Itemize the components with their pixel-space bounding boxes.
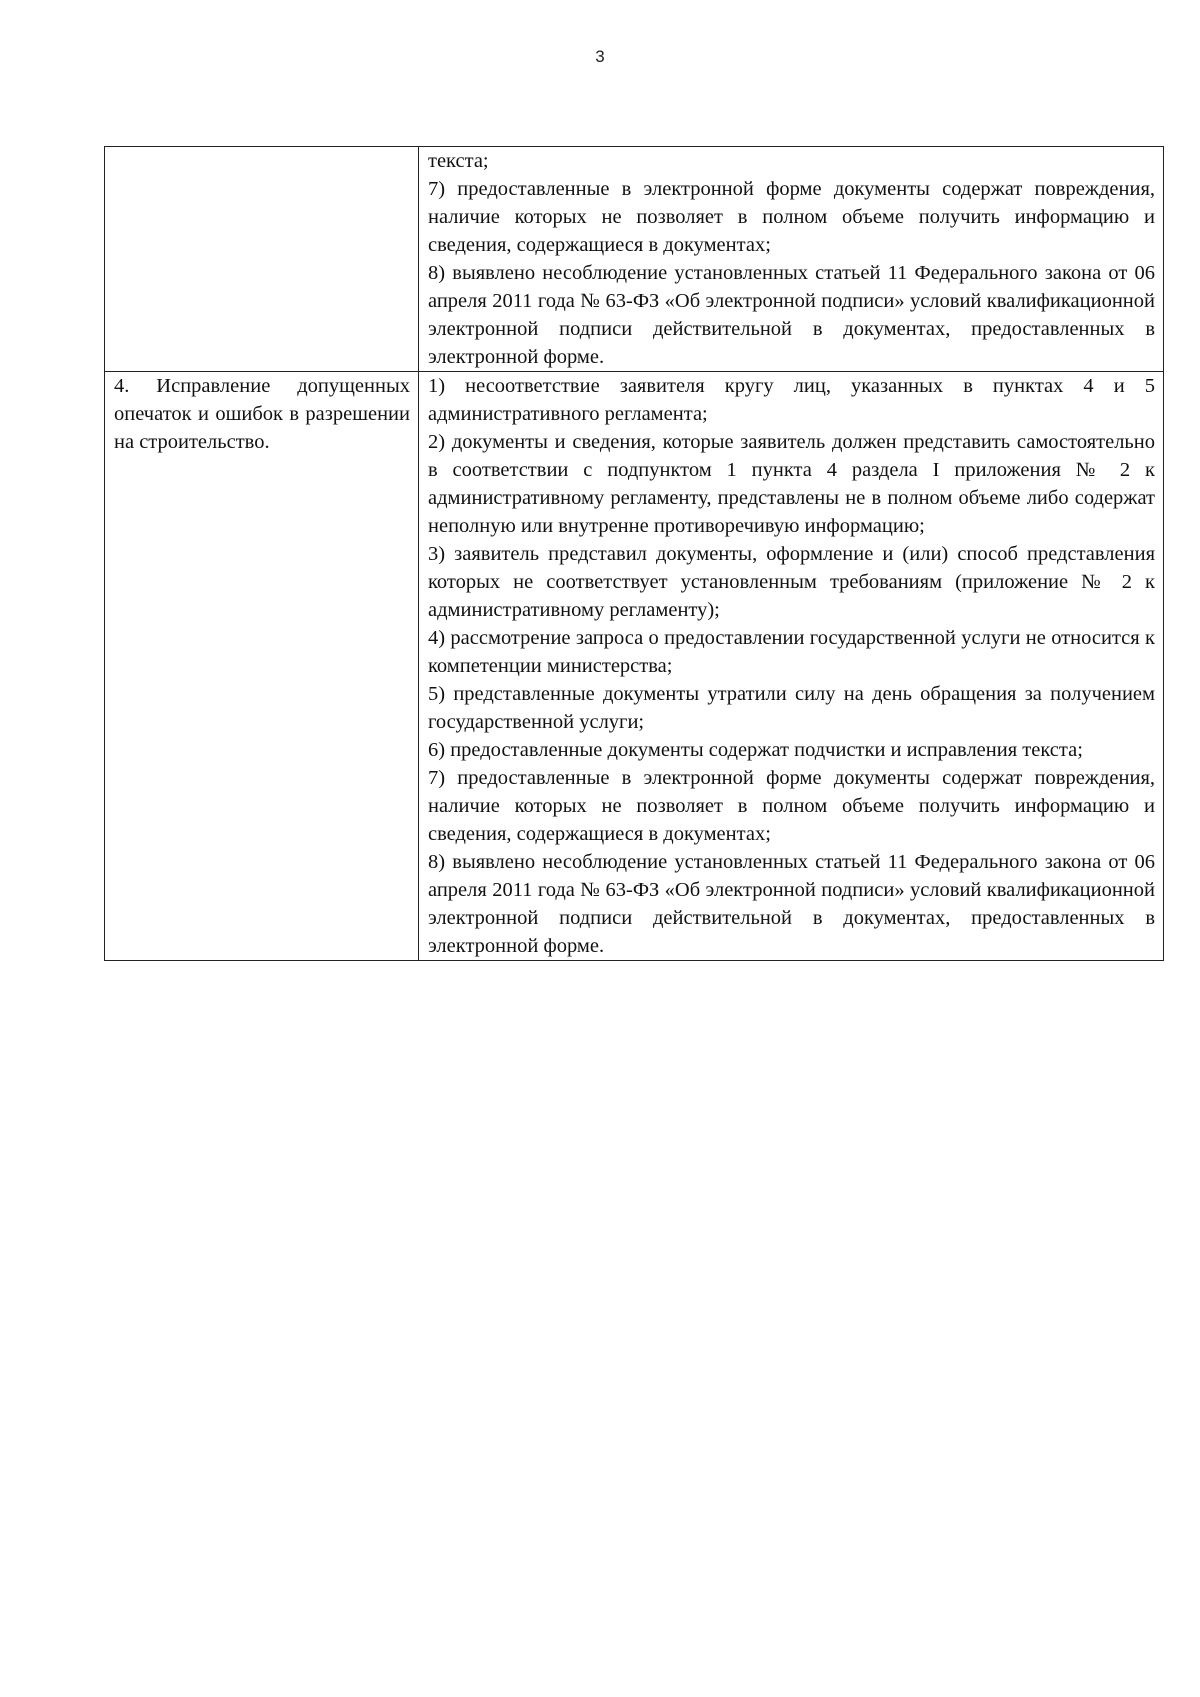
grounds-item: 1) несоответствие заявителя кругу лиц, указанных в пунктах 4 и 5 административного регламента;: [428, 375, 1155, 425]
table-row: [105, 147, 1164, 372]
grounds-item: 8) выявлено несоблюдение установленных статьей 11 Федерального закона от 06 апреля 2011 года № 63-ФЗ «Об электронной подписи» условий квалификационной электронной подписи действительной в документах, предоставленных в электронной форме.: [428, 262, 1155, 368]
service-name-cell: 4. Исправление допущенных опечаток и ошибок в разрешении на строительство.: [105, 372, 419, 961]
service-name-cell: [105, 147, 419, 372]
grounds-item: текста;: [428, 150, 489, 172]
grounds-table: [104, 146, 1164, 961]
grounds-item: 8) выявлено несоблюдение установленных статьей 11 Федерального закона от 06 апреля 2011 года № 63-ФЗ «Об электронной подписи» условий квалификационной электронной подписи действительной в документах, предоставленных в электронной форме.: [428, 851, 1155, 957]
grounds-item: 2) документы и сведения, которые заявитель должен представить самостоятельно в соответствии с подпунктом 1 пункта 4 раздела I приложения № 2 к административному регламенту, представлены не в полном объеме либо содержат неполную или внутренне противоречивую информацию;: [428, 431, 1155, 537]
grounds-cell: [419, 147, 1164, 372]
grounds-item: 7) предоставленные в электронной форме документы содержат повреждения, наличие которых не позволяет в полном объеме получить информацию и сведения, содержащиеся в документах;: [428, 767, 1155, 845]
grounds-item: 7) предоставленные в электронной форме документы содержат повреждения, наличие которых не позволяет в полном объеме получить информацию и сведения, содержащиеся в документах;: [428, 178, 1155, 256]
grounds-item: 4) рассмотрение запроса о предоставлении государственной услуги не относится к компетенции министерства;: [428, 627, 1155, 677]
grounds-item: 5) представленные документы утратили силу на день обращения за получением государственной услуги;: [428, 683, 1155, 733]
grounds-item: 3) заявитель представил документы, оформление и (или) способ представления которых не соответствует установленным требованиям (приложение № 2 к административному регламенту);: [428, 543, 1155, 621]
grounds-cell: [419, 372, 1164, 961]
table-row: [105, 372, 1164, 961]
grounds-item: 6) предоставленные документы содержат подчистки и исправления текста;: [428, 739, 1083, 761]
page-number: 3: [595, 47, 605, 66]
